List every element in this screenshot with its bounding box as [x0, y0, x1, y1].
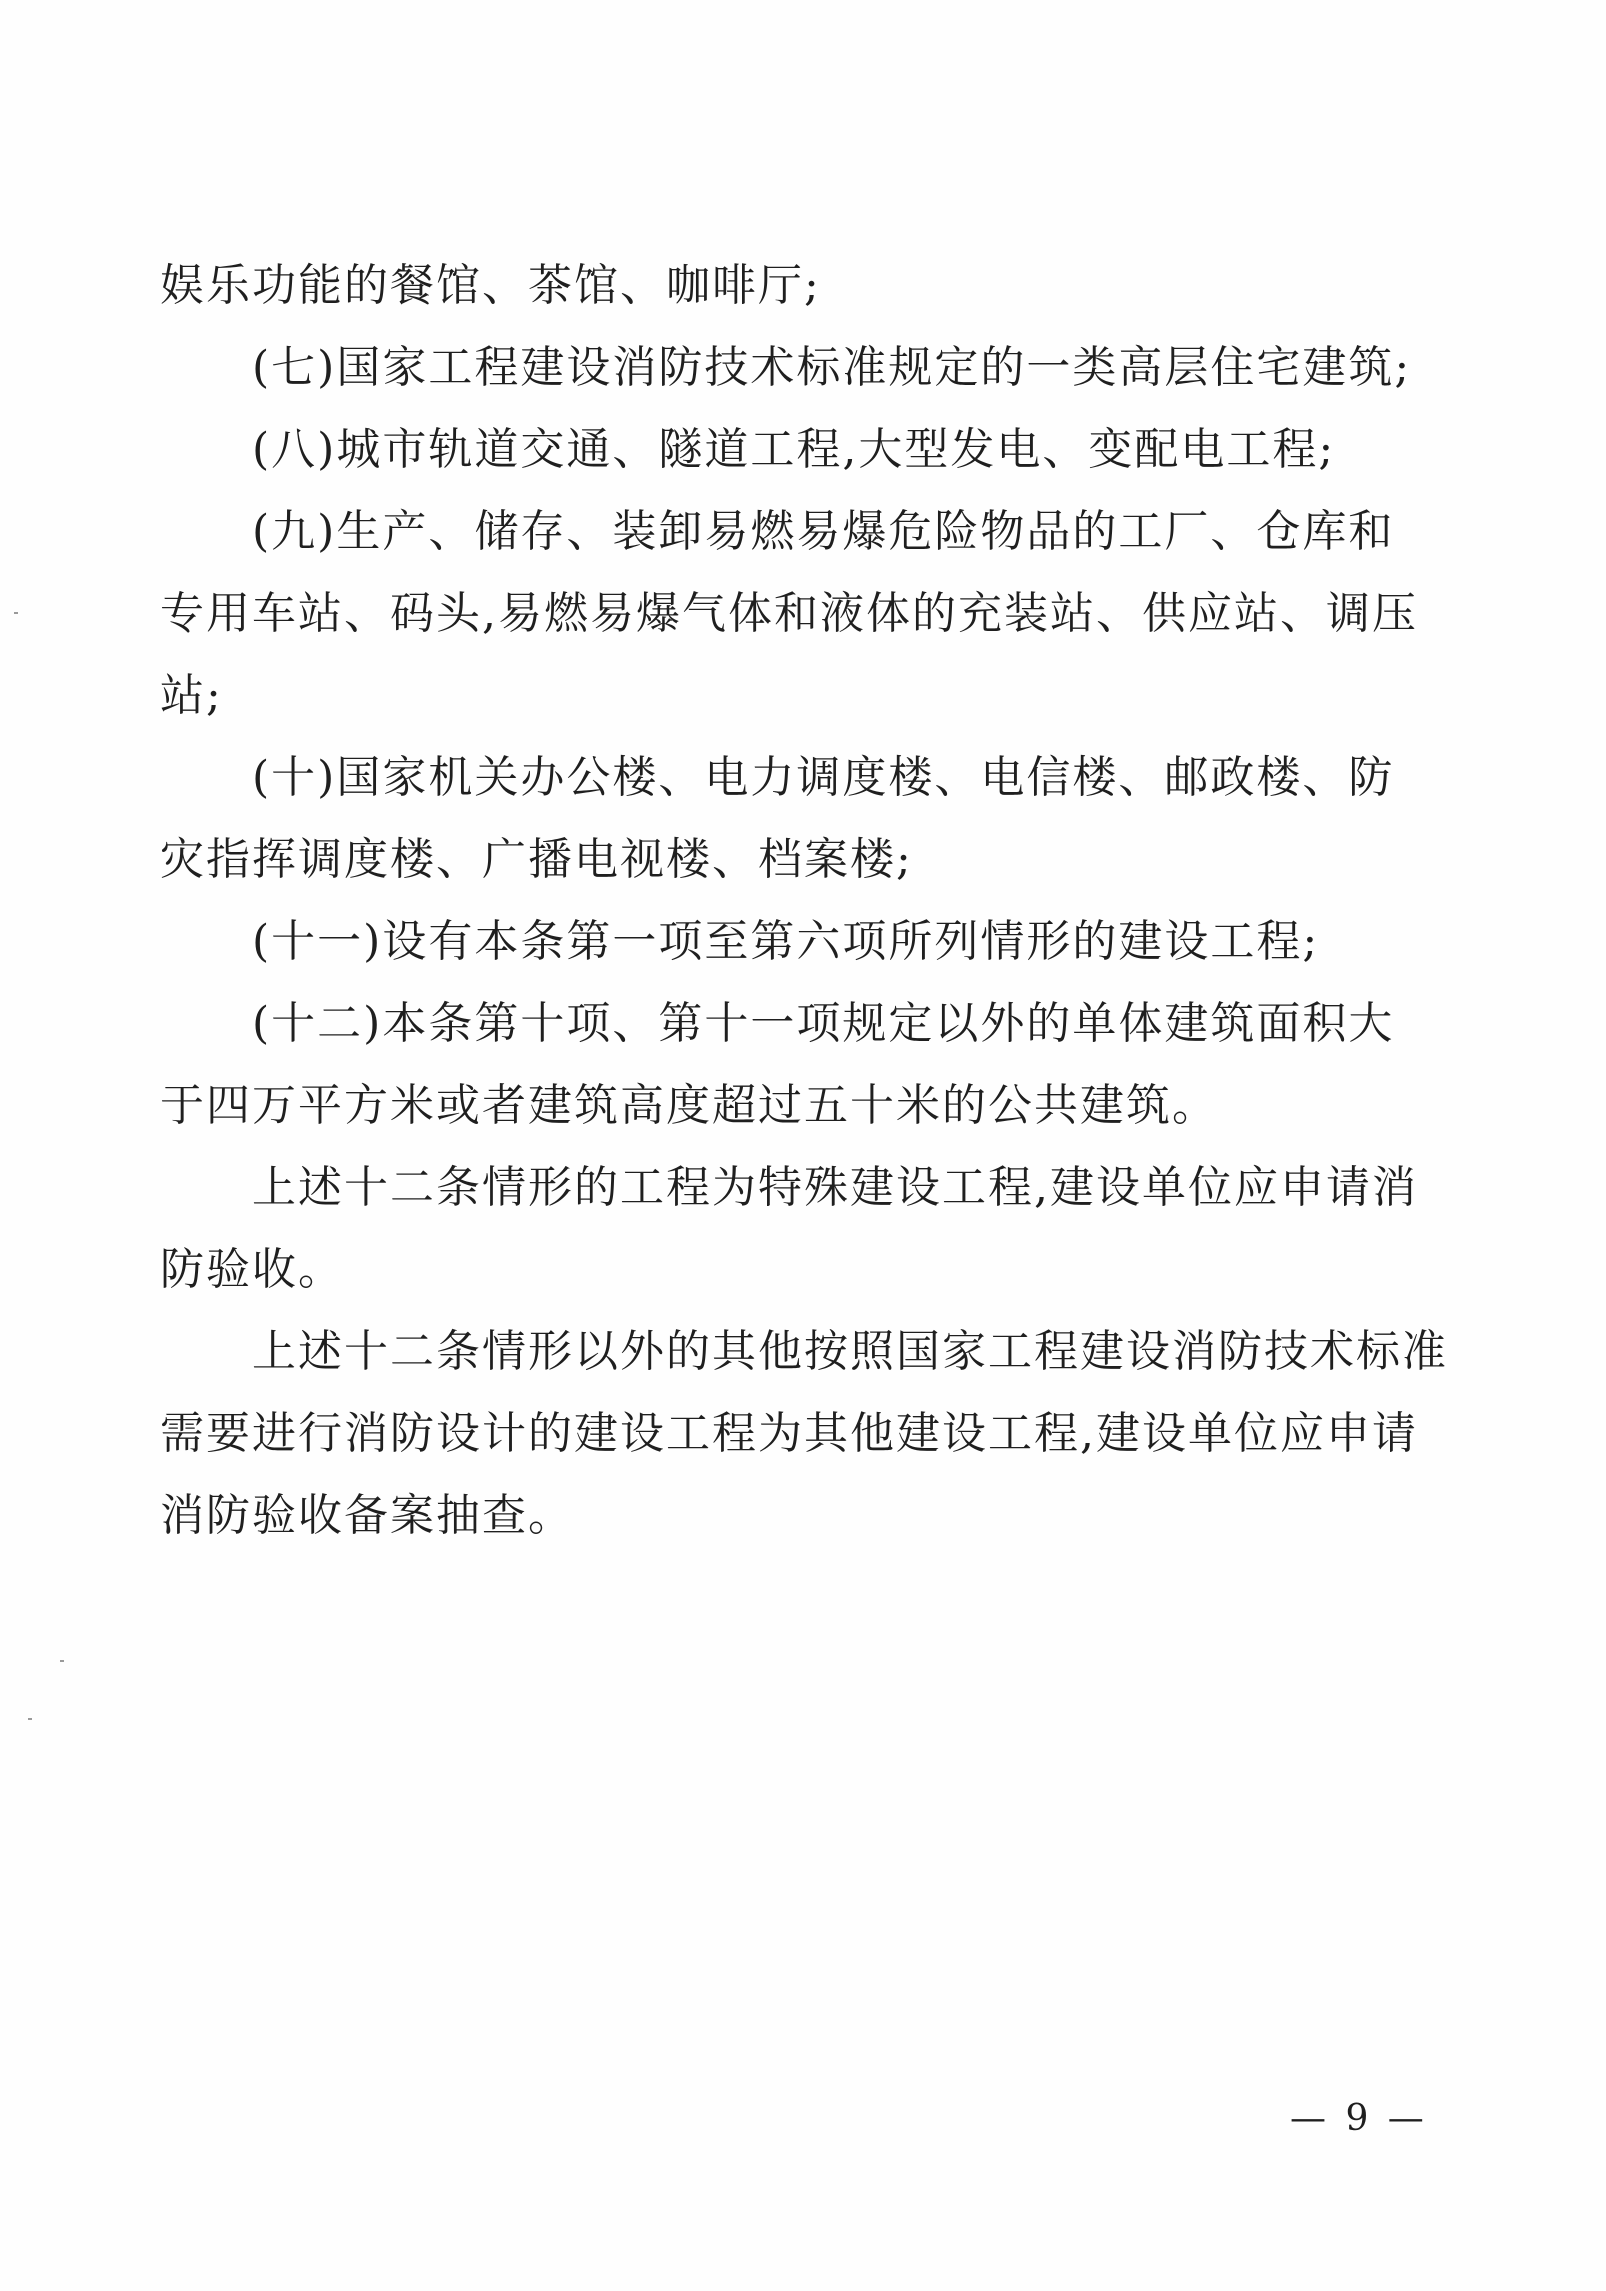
text-line: 娱乐功能的餐馆、茶馆、咖啡厅; — [160, 260, 821, 311]
text-line: 站; — [160, 670, 223, 721]
body-text — [160, 245, 1448, 1557]
scan-speck — [60, 1660, 64, 1662]
page-number: — 9 — — [1290, 2098, 1428, 2139]
text-line: (八)城市轨道交通、隧道工程,大型发电、变配电工程; — [252, 424, 1336, 475]
scan-speck — [28, 1718, 32, 1720]
text-line: 灾指挥调度楼、广播电视楼、档案楼; — [160, 834, 913, 885]
text-line: (九)生产、储存、装卸易燃易爆危险物品的工厂、仓库和 — [252, 506, 1395, 557]
scan-speck — [14, 612, 18, 614]
text-line: 上述十二条情形以外的其他按照国家工程建设消防技术标准 — [252, 1326, 1448, 1377]
text-line: (十一)设有本条第一项至第六项所列情形的建设工程; — [252, 916, 1320, 967]
text-line: (十)国家机关办公楼、电力调度楼、电信楼、邮政楼、防 — [252, 752, 1395, 803]
text-line: (七)国家工程建设消防技术标准规定的一类高层住宅建筑; — [252, 342, 1412, 393]
text-line: 上述十二条情形的工程为特殊建设工程,建设单位应申请消 — [252, 1162, 1418, 1213]
text-line: (十二)本条第十项、第十一项规定以外的单体建筑面积大 — [252, 998, 1395, 1049]
text-line: 于四万平方米或者建筑高度超过五十米的公共建筑。 — [160, 1080, 1218, 1131]
text-line: 专用车站、码头,易燃易爆气体和液体的充装站、供应站、调压 — [160, 588, 1418, 639]
text-line: 防验收。 — [160, 1244, 344, 1295]
text-line: 消防验收备案抽查。 — [160, 1490, 574, 1541]
text-line: 需要进行消防设计的建设工程为其他建设工程,建设单位应申请 — [160, 1408, 1418, 1459]
